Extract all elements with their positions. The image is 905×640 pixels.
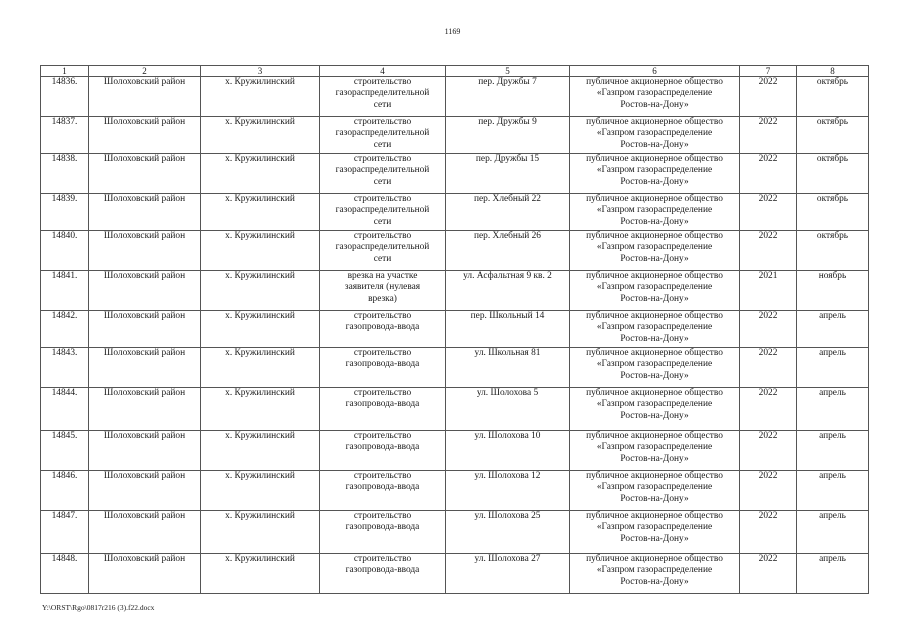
year-cell: 2022 [740, 388, 797, 431]
month-cell: апрель [797, 554, 869, 594]
organization-cell-line: Ростов-на-Дону» [620, 370, 689, 381]
work-type-cell-line: сети [373, 216, 392, 227]
organization-cell-line: публичное акционерное общество [586, 117, 723, 127]
month-cell: апрель [797, 511, 869, 554]
column-header-4: 4 [320, 66, 446, 77]
organization-cell [570, 471, 740, 511]
row-number-cell: 14844. [41, 388, 89, 431]
organization-cell-line: Ростов-на-Дону» [620, 216, 689, 227]
month-cell: октябрь [797, 154, 869, 194]
table-row [41, 348, 869, 388]
organization-cell-line: Ростов-на-Дону» [620, 493, 689, 504]
organization-cell [570, 77, 740, 117]
organization-cell-line: Ростов-на-Дону» [620, 176, 689, 187]
organization-cell [570, 348, 740, 388]
row-number-cell: 14837. [41, 117, 89, 154]
organization-cell [570, 154, 740, 194]
organization-cell-line: Ростов-на-Дону» [620, 533, 689, 544]
work-type-cell [320, 271, 446, 311]
organization-cell-line: «Газпром газораспределение [596, 522, 713, 533]
organization-cell [570, 271, 740, 311]
work-type-cell-line: газопровода-ввода [345, 442, 420, 453]
address-cell: пер. Хлебный 26 [446, 231, 570, 271]
work-type-cell [320, 348, 446, 388]
table-body [41, 66, 869, 594]
row-number-cell: 14840. [41, 231, 89, 271]
column-header-8: 8 [797, 66, 869, 77]
district-cell: Шолоховский район [89, 117, 201, 154]
organization-cell-line: публичное акционерное общество [586, 271, 723, 281]
work-type-cell [320, 231, 446, 271]
table-row [41, 388, 869, 431]
settlement-cell: х. Кружилинский [201, 311, 320, 348]
row-number-cell: 14848. [41, 554, 89, 594]
month-cell: апрель [797, 388, 869, 431]
work-type-cell-line: строительство [353, 154, 412, 164]
organization-cell-line: публичное акционерное общество [586, 554, 723, 564]
row-number-cell: 14838. [41, 154, 89, 194]
organization-cell-line: «Газпром газораспределение [596, 359, 713, 370]
address-cell: ул. Шолохова 25 [446, 511, 570, 554]
district-cell: Шолоховский район [89, 231, 201, 271]
table-row [41, 511, 869, 554]
table-row [41, 471, 869, 511]
work-type-cell-line: строительство [353, 471, 412, 481]
district-cell: Шолоховский район [89, 471, 201, 511]
registry-table [40, 65, 869, 594]
organization-cell-line: публичное акционерное общество [586, 471, 723, 481]
settlement-cell: х. Кружилинский [201, 511, 320, 554]
organization-cell-line: «Газпром газораспределение [596, 482, 713, 493]
table-row [41, 154, 869, 194]
organization-cell-line: Ростов-на-Дону» [620, 139, 689, 150]
district-cell: Шолоховский район [89, 511, 201, 554]
work-type-cell-line: сети [373, 253, 392, 264]
table-row [41, 194, 869, 231]
work-type-cell [320, 117, 446, 154]
organization-cell-line: Ростов-на-Дону» [620, 576, 689, 587]
organization-cell-line: Ростов-на-Дону» [620, 333, 689, 344]
settlement-cell: х. Кружилинский [201, 117, 320, 154]
organization-cell-line: публичное акционерное общество [586, 388, 723, 398]
settlement-cell: х. Кружилинский [201, 554, 320, 594]
row-number-cell: 14836. [41, 77, 89, 117]
organization-cell-line: «Газпром газораспределение [596, 205, 713, 216]
year-cell: 2022 [740, 554, 797, 594]
year-cell: 2022 [740, 231, 797, 271]
organization-cell-line: Ростов-на-Дону» [620, 293, 689, 304]
work-type-cell-line: газораспределительной [335, 242, 430, 253]
organization-cell-line: Ростов-на-Дону» [620, 253, 689, 264]
organization-cell-line: публичное акционерное общество [586, 231, 723, 241]
organization-cell [570, 431, 740, 471]
row-number-cell: 14845. [41, 431, 89, 471]
address-cell: ул. Шолохова 27 [446, 554, 570, 594]
address-cell: пер. Школьный 14 [446, 311, 570, 348]
district-cell: Шолоховский район [89, 77, 201, 117]
month-cell: октябрь [797, 194, 869, 231]
work-type-cell-line: сети [373, 139, 392, 150]
organization-cell-line: «Газпром газораспределение [596, 128, 713, 139]
work-type-cell [320, 554, 446, 594]
settlement-cell: х. Кружилинский [201, 271, 320, 311]
table-row [41, 554, 869, 594]
column-header-7: 7 [740, 66, 797, 77]
row-number-cell: 14846. [41, 471, 89, 511]
month-cell: ноябрь [797, 271, 869, 311]
document-file-path: Y:\ORST\Rgo\0817r216 (3).f22.docx [42, 603, 155, 612]
settlement-cell: х. Кружилинский [201, 194, 320, 231]
district-cell: Шолоховский район [89, 271, 201, 311]
work-type-cell-line: строительство [353, 77, 412, 87]
table-header-row [41, 66, 869, 77]
district-cell: Шолоховский район [89, 154, 201, 194]
year-cell: 2022 [740, 431, 797, 471]
address-cell: ул. Шолохова 5 [446, 388, 570, 431]
row-number-cell: 14843. [41, 348, 89, 388]
organization-cell-line: публичное акционерное общество [586, 77, 723, 87]
year-cell: 2021 [740, 271, 797, 311]
organization-cell-line: «Газпром газораспределение [596, 282, 713, 293]
organization-cell-line: публичное акционерное общество [586, 431, 723, 441]
year-cell: 2022 [740, 348, 797, 388]
table-row [41, 271, 869, 311]
district-cell: Шолоховский район [89, 348, 201, 388]
settlement-cell: х. Кружилинский [201, 154, 320, 194]
row-number-cell: 14842. [41, 311, 89, 348]
table-row [41, 77, 869, 117]
district-cell: Шолоховский район [89, 311, 201, 348]
work-type-cell-line: врезка) [368, 293, 397, 304]
settlement-cell: х. Кружилинский [201, 388, 320, 431]
address-cell: ул. Шолохова 10 [446, 431, 570, 471]
month-cell: октябрь [797, 231, 869, 271]
address-cell: пер. Дружбы 7 [446, 77, 570, 117]
work-type-cell-line: газопровода-ввода [345, 399, 420, 410]
settlement-cell: х. Кружилинский [201, 77, 320, 117]
organization-cell [570, 194, 740, 231]
work-type-cell-line: газораспределительной [335, 88, 430, 99]
district-cell: Шолоховский район [89, 388, 201, 431]
organization-cell-line: «Газпром газораспределение [596, 165, 713, 176]
organization-cell [570, 554, 740, 594]
column-header-5: 5 [446, 66, 570, 77]
year-cell: 2022 [740, 194, 797, 231]
work-type-cell-line: строительство [353, 388, 412, 398]
work-type-cell-line: газопровода-ввода [345, 482, 420, 493]
settlement-cell: х. Кружилинский [201, 231, 320, 271]
row-number-cell: 14847. [41, 511, 89, 554]
address-cell: ул. Шолохова 12 [446, 471, 570, 511]
year-cell: 2022 [740, 154, 797, 194]
organization-cell-line: публичное акционерное общество [586, 194, 723, 204]
organization-cell-line: «Газпром газораспределение [596, 242, 713, 253]
work-type-cell-line: сети [373, 99, 392, 110]
organization-cell [570, 388, 740, 431]
work-type-cell-line: сети [373, 176, 392, 187]
address-cell: пер. Дружбы 9 [446, 117, 570, 154]
work-type-cell-line: газораспределительной [335, 128, 430, 139]
work-type-cell-line: газопровода-ввода [345, 322, 420, 333]
district-cell: Шолоховский район [89, 431, 201, 471]
table-row [41, 231, 869, 271]
work-type-cell [320, 311, 446, 348]
month-cell: апрель [797, 431, 869, 471]
month-cell: октябрь [797, 77, 869, 117]
work-type-cell-line: строительство [353, 554, 412, 564]
organization-cell-line: «Газпром газораспределение [596, 565, 713, 576]
column-header-2: 2 [89, 66, 201, 77]
work-type-cell-line: газопровода-ввода [345, 522, 420, 533]
page-number: 1169 [444, 27, 461, 36]
work-type-cell-line: врезка на участке [347, 271, 418, 281]
column-header-1: 1 [41, 66, 89, 77]
organization-cell [570, 117, 740, 154]
address-cell: ул. Асфальтная 9 кв. 2 [446, 271, 570, 311]
month-cell: апрель [797, 471, 869, 511]
month-cell: апрель [797, 311, 869, 348]
work-type-cell-line: строительство [353, 231, 412, 241]
column-header-6: 6 [570, 66, 740, 77]
address-cell: пер. Хлебный 22 [446, 194, 570, 231]
month-cell: октябрь [797, 117, 869, 154]
work-type-cell-line: строительство [353, 194, 412, 204]
organization-cell-line: «Газпром газораспределение [596, 322, 713, 333]
address-cell: пер. Дружбы 15 [446, 154, 570, 194]
organization-cell [570, 231, 740, 271]
organization-cell-line: Ростов-на-Дону» [620, 99, 689, 110]
organization-cell-line: Ростов-на-Дону» [620, 453, 689, 464]
work-type-cell-line: строительство [353, 431, 412, 441]
table-row [41, 117, 869, 154]
work-type-cell [320, 194, 446, 231]
organization-cell-line: публичное акционерное общество [586, 154, 723, 164]
year-cell: 2022 [740, 117, 797, 154]
work-type-cell-line: заявителя (нулевая [344, 282, 421, 293]
organization-cell-line: публичное акционерное общество [586, 348, 723, 358]
table-row [41, 431, 869, 471]
settlement-cell: х. Кружилинский [201, 431, 320, 471]
column-header-3: 3 [201, 66, 320, 77]
work-type-cell [320, 471, 446, 511]
work-type-cell [320, 154, 446, 194]
address-cell: ул. Школьная 81 [446, 348, 570, 388]
work-type-cell-line: газопровода-ввода [345, 565, 420, 576]
work-type-cell-line: строительство [353, 311, 412, 321]
row-number-cell: 14841. [41, 271, 89, 311]
settlement-cell: х. Кружилинский [201, 348, 320, 388]
organization-cell [570, 511, 740, 554]
district-cell: Шолоховский район [89, 194, 201, 231]
table-row [41, 311, 869, 348]
organization-cell-line: публичное акционерное общество [586, 511, 723, 521]
work-type-cell-line: газораспределительной [335, 205, 430, 216]
organization-cell-line: «Газпром газораспределение [596, 88, 713, 99]
year-cell: 2022 [740, 471, 797, 511]
work-type-cell-line: строительство [353, 117, 412, 127]
work-type-cell-line: газораспределительной [335, 165, 430, 176]
row-number-cell: 14839. [41, 194, 89, 231]
organization-cell-line: «Газпром газораспределение [596, 442, 713, 453]
work-type-cell [320, 511, 446, 554]
month-cell: апрель [797, 348, 869, 388]
work-type-cell [320, 388, 446, 431]
organization-cell-line: «Газпром газораспределение [596, 399, 713, 410]
settlement-cell: х. Кружилинский [201, 471, 320, 511]
year-cell: 2022 [740, 77, 797, 117]
work-type-cell [320, 431, 446, 471]
year-cell: 2022 [740, 311, 797, 348]
district-cell: Шолоховский район [89, 554, 201, 594]
year-cell: 2022 [740, 511, 797, 554]
work-type-cell-line: строительство [353, 511, 412, 521]
organization-cell [570, 311, 740, 348]
work-type-cell-line: строительство [353, 348, 412, 358]
work-type-cell-line: газопровода-ввода [345, 359, 420, 370]
work-type-cell [320, 77, 446, 117]
organization-cell-line: публичное акционерное общество [586, 311, 723, 321]
organization-cell-line: Ростов-на-Дону» [620, 410, 689, 421]
